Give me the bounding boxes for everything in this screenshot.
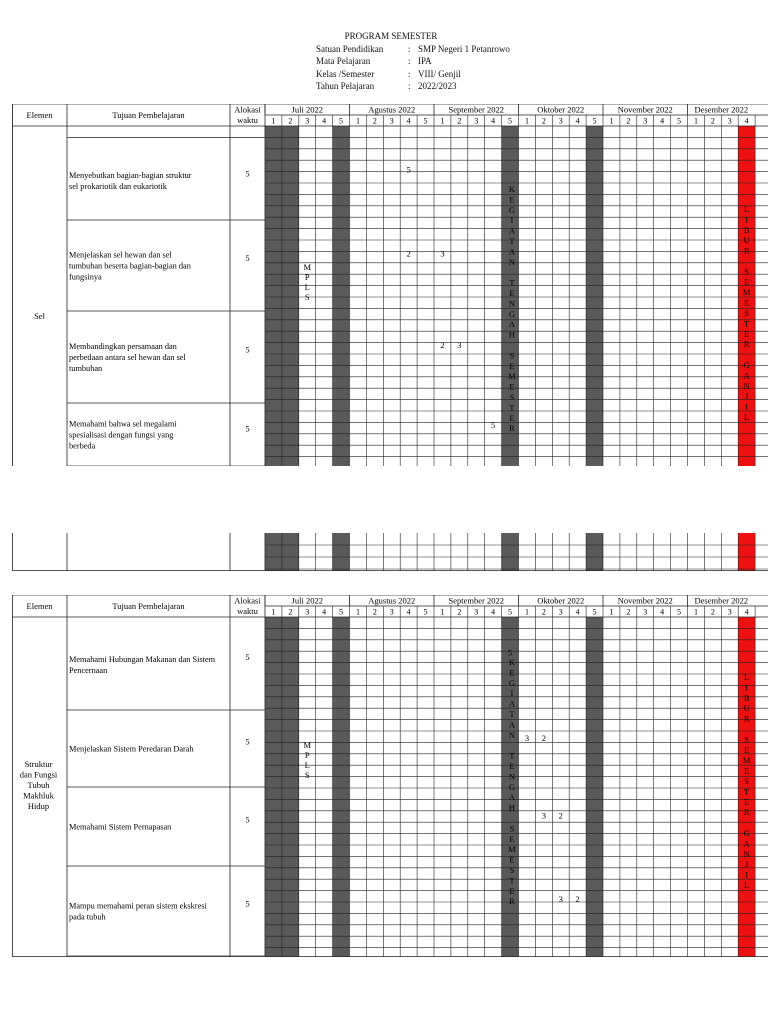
midterm-activity-label-letter: H <box>508 802 516 813</box>
week-allocation-mark: 2 <box>440 339 445 350</box>
holiday-week-column <box>333 617 350 957</box>
week-number: 5 <box>423 607 428 617</box>
mpls-label <box>303 262 311 302</box>
column-header-alokasi: Alokasi <box>234 595 261 606</box>
midterm-activity-label-letter: N <box>508 771 516 782</box>
semester-break-label-letter: G <box>743 828 750 838</box>
week-number: 4 <box>491 607 496 617</box>
objective-text-line: Menjelaskan sel hewan dan sel <box>69 250 172 260</box>
week-number: 3 <box>643 607 648 617</box>
week-allocation-mark: 2 <box>558 810 563 821</box>
semester-break-label-letter: R <box>743 339 750 350</box>
semester-break-label-letter: A <box>743 838 750 849</box>
semester-break-label-letter: U <box>743 235 750 246</box>
week-number: 2 <box>541 607 546 617</box>
semester-break-label-letter: S <box>744 734 750 745</box>
element-name-line: Struktur <box>24 759 53 769</box>
week-allocation-mark: 3 <box>541 810 546 821</box>
holiday-week-column <box>333 126 350 466</box>
week-number: 1 <box>271 116 276 126</box>
week-number: 2 <box>710 607 715 617</box>
week-number: 1 <box>524 116 529 126</box>
objective-text <box>69 171 192 191</box>
semester-break-label-letter: E <box>744 765 750 776</box>
semester-break-label-letter: M <box>742 755 751 766</box>
midterm-activity-label-letter: K <box>508 184 516 194</box>
midterm-activity-label-letter: T <box>509 402 515 413</box>
midterm-activity-label-letter: A <box>508 319 516 330</box>
objective-text-line: Membandingkan persamaan dan <box>69 342 177 351</box>
semester-break-label-letter: E <box>744 276 750 287</box>
semester-break-label-letter: I <box>745 682 749 693</box>
midterm-activity-label-letter: N <box>508 298 516 309</box>
midterm-activity-label-letter: G <box>508 204 516 215</box>
week-number: 4 <box>575 116 580 126</box>
week-number: 1 <box>355 116 360 126</box>
mpls-label-letter: L <box>304 282 310 292</box>
element-name <box>20 759 58 811</box>
midterm-activity-label-letter: A <box>508 225 516 236</box>
month-header: Juli 2022 <box>291 104 323 115</box>
mpls-label-letter: L <box>304 760 310 770</box>
month-header: September 2022 <box>448 104 504 115</box>
midterm-activity-label-letter: T <box>509 750 515 761</box>
midterm-activity-label-letter: S <box>509 350 515 361</box>
month-header: Oktober 2022 <box>537 595 585 606</box>
midterm-activity-label-letter: S <box>509 865 515 875</box>
time-allocation: 5 <box>245 344 250 355</box>
semester-break-label-letter: L <box>744 880 750 890</box>
objective-text-line: Menjelaskan Sistem Peredaran Darah <box>69 744 194 754</box>
mpls-label-letter: S <box>304 292 310 302</box>
semester-break-label-letter: N <box>743 380 750 391</box>
objective-text-line: sel prokariotik dan eukariotik <box>69 182 167 191</box>
midterm-activity-label-letter: S <box>509 823 515 834</box>
midterm-activity-label-letter: E <box>509 854 515 865</box>
week-number: 4 <box>322 116 327 126</box>
semester-break-label-letter: E <box>744 796 750 807</box>
week-number: 1 <box>693 607 698 617</box>
week-number: 4 <box>660 116 665 126</box>
month-header: Oktober 2022 <box>537 104 585 115</box>
semester-break-label-letter: S <box>744 308 750 318</box>
midterm-activity-label-letter: E <box>509 381 515 392</box>
holiday-week-column <box>265 617 282 957</box>
semester-break-label-letter: L <box>744 204 750 214</box>
holiday-week-column <box>586 617 603 957</box>
week-number: 3 <box>474 607 479 617</box>
midterm-activity-label-letter: E <box>509 288 515 298</box>
midterm-activity-label-letter: M <box>508 844 516 855</box>
month-header: Juli 2022 <box>291 595 323 606</box>
week-number: 1 <box>524 607 529 617</box>
week-number: 2 <box>372 607 377 617</box>
element-name: Sel <box>34 311 45 321</box>
objective-text-line: Menyebutkan bagian-bagian struktur <box>69 171 192 180</box>
semester-break-label-letter: J <box>744 391 749 402</box>
week-allocation-mark: 5 <box>507 647 513 658</box>
week-number: 4 <box>575 607 580 617</box>
column-header-elemen: Elemen <box>26 110 53 120</box>
time-allocation: 5 <box>245 423 250 434</box>
week-number: 3 <box>558 607 563 617</box>
objective-text-line: spesialisasi dengan fungsi yang <box>69 430 174 440</box>
holiday-week-column <box>265 533 282 571</box>
week-number: 2 <box>288 116 293 126</box>
week-number: 2 <box>372 116 377 126</box>
semester-break-label-letter: M <box>742 287 751 298</box>
holiday-week-column <box>586 126 603 466</box>
column-header-elemen: Elemen <box>26 601 53 611</box>
week-number: 1 <box>271 607 276 617</box>
schedule-table-struktur-fungsi <box>12 595 768 957</box>
week-number: 2 <box>541 116 546 126</box>
holiday-week-column <box>282 533 299 571</box>
month-header: Agustus 2022 <box>368 595 416 606</box>
week-number: 5 <box>339 607 344 617</box>
week-allocation-mark: 5 <box>406 164 411 175</box>
month-header: November 2022 <box>617 595 673 606</box>
week-number: 5 <box>508 607 513 617</box>
midterm-activity-label-letter: A <box>508 698 516 709</box>
time-allocation: 5 <box>245 898 250 909</box>
week-number: 3 <box>389 116 394 126</box>
week-number: 1 <box>609 607 614 617</box>
week-allocation-mark: 2 <box>541 732 546 743</box>
mpls-label <box>303 740 311 780</box>
semester-break-label-letter: R <box>743 807 750 818</box>
midterm-activity-label-letter: E <box>509 194 515 205</box>
midterm-activity-label-letter: A <box>508 246 516 257</box>
week-number: 3 <box>727 607 732 617</box>
holiday-week-column <box>282 617 299 957</box>
semester-break-column <box>738 533 755 571</box>
midterm-activity-label-letter: E <box>509 885 515 896</box>
mpls-label-letter: P <box>304 750 310 760</box>
semester-break-label-letter: B <box>743 692 750 703</box>
midterm-activity-label-letter: T <box>509 875 515 886</box>
week-number: 5 <box>339 116 344 126</box>
holiday-week-column <box>265 126 282 466</box>
midterm-activity-label-letter: T <box>509 236 515 246</box>
objective-text-line: berbeda <box>69 441 96 451</box>
month-header: November 2022 <box>617 104 673 115</box>
semester-break-label-letter: L <box>744 672 750 682</box>
week-number: 3 <box>305 607 310 617</box>
week-number: 1 <box>440 116 445 126</box>
objective-text-line: Memahami Sistem Pernapasan <box>69 822 172 832</box>
week-number: 4 <box>491 116 496 126</box>
midterm-activity-label-letter: E <box>509 412 515 423</box>
week-number: 5 <box>677 116 682 126</box>
midterm-activity-label-letter: K <box>508 657 516 667</box>
element-name-line: Makhluk <box>23 790 54 801</box>
semester-break-label-letter: S <box>744 266 750 277</box>
objective-text-line: Pencernaan <box>69 666 108 675</box>
week-number: 5 <box>423 116 428 126</box>
week-number: 2 <box>626 607 631 617</box>
midterm-activity-label-letter: R <box>509 423 515 434</box>
week-allocation-mark: 2 <box>575 894 580 904</box>
objective-text-line: tumbuhan <box>69 364 103 373</box>
column-header-waktu: waktu <box>237 606 258 616</box>
element-name-line: Hidup <box>27 801 50 811</box>
element-name-line: dan Fungsi <box>19 769 58 780</box>
time-allocation: 5 <box>245 252 250 263</box>
week-number: 3 <box>389 607 394 617</box>
midterm-activity-label-letter: S <box>509 392 515 402</box>
semester-break-label-letter: L <box>744 412 750 422</box>
week-number: 2 <box>626 116 631 126</box>
week-allocation-mark: 5 <box>491 420 496 431</box>
midterm-activity-label-letter: E <box>509 360 515 371</box>
week-number: 5 <box>592 116 597 126</box>
week-number: 5 <box>508 116 513 126</box>
column-header-tujuan: Tujuan Pembelajaran <box>112 601 185 611</box>
mpls-label-letter: M <box>303 740 312 750</box>
semester-break-label-letter: T <box>744 318 750 329</box>
week-number: 3 <box>305 116 310 126</box>
column-header-tujuan: Tujuan Pembelajaran <box>112 110 185 120</box>
semester-break-label-letter: I <box>745 869 749 880</box>
semester-break-label-letter: A <box>743 370 750 381</box>
week-number: 3 <box>474 116 479 126</box>
mpls-label-letter: P <box>304 272 310 282</box>
objective-text <box>69 902 207 922</box>
objective-text <box>69 823 172 832</box>
midterm-activity-label-letter: M <box>508 371 516 382</box>
week-number: 2 <box>288 607 293 617</box>
midterm-activity-label-letter: N <box>508 256 516 267</box>
semester-break-label-letter: U <box>743 703 750 714</box>
month-header: Desember 2022 <box>694 104 749 115</box>
week-number: 2 <box>457 607 462 617</box>
midterm-activity-label-letter: A <box>508 719 516 730</box>
midterm-activity-label-letter: E <box>509 833 515 844</box>
week-number: 2 <box>457 116 462 126</box>
week-number: 3 <box>643 116 648 126</box>
objective-text <box>69 655 216 675</box>
midterm-activity-label-letter: I <box>510 215 514 226</box>
time-allocation: 5 <box>245 736 250 747</box>
semester-break-label-letter: R <box>743 245 750 256</box>
week-allocation-mark: 3 <box>524 732 530 743</box>
semester-break-label-letter: G <box>743 360 750 370</box>
midterm-activity-label-letter: E <box>509 667 515 678</box>
midterm-activity-label-letter: G <box>508 781 516 792</box>
column-header-alokasi: Alokasi <box>234 104 261 115</box>
midterm-activity-label-letter: I <box>510 688 514 699</box>
element-name-line: Tubuh <box>27 780 50 790</box>
week-number: 1 <box>693 116 698 126</box>
schedule-table-sel <box>12 104 768 466</box>
week-allocation-mark: 2 <box>406 248 411 259</box>
week-number: 3 <box>558 116 563 126</box>
week-number: 4 <box>322 607 327 617</box>
objective-text-line: Memahami Hubungan Makanan dan Sistem <box>69 655 216 664</box>
time-allocation: 5 <box>245 168 250 179</box>
time-allocation: 5 <box>245 814 250 825</box>
semester-break-label-letter: I <box>745 401 749 412</box>
week-number: 1 <box>609 116 614 126</box>
midterm-activity-label-letter: G <box>508 308 516 319</box>
document-title: PROGRAM SEMESTER <box>344 31 438 41</box>
week-allocation-mark: 3 <box>558 894 563 904</box>
week-number: 3 <box>727 116 732 126</box>
holiday-week-column <box>333 533 350 571</box>
objective-text <box>69 420 177 451</box>
semester-break-label-letter: I <box>745 214 749 225</box>
midterm-activity-label-letter: E <box>509 761 515 771</box>
midterm-activity-label-letter: H <box>508 329 516 340</box>
semester-break-label-letter: E <box>744 744 750 755</box>
week-allocation-mark: 3 <box>457 339 462 350</box>
objective-text <box>69 251 192 282</box>
week-number: 1 <box>440 607 445 617</box>
holiday-week-column <box>502 533 519 571</box>
semester-break-label-letter: T <box>744 786 750 797</box>
time-allocation: 5 <box>245 651 250 662</box>
schedule-table-sel-continued <box>12 533 768 571</box>
month-header: Agustus 2022 <box>368 104 416 115</box>
week-number: 4 <box>406 607 411 617</box>
objective-text-line: Memahami bahwa sel megalami <box>69 419 177 429</box>
week-number: 5 <box>677 607 682 617</box>
week-number: 2 <box>710 116 715 126</box>
week-number: 4 <box>744 116 749 126</box>
objective-text-line: tumbuhan beserta bagian-bagian dan <box>69 261 191 271</box>
holiday-week-column <box>282 126 299 466</box>
month-header: Desember 2022 <box>694 595 749 606</box>
mpls-label-letter: M <box>303 262 312 272</box>
objective-text <box>69 342 186 373</box>
midterm-activity-label-letter: T <box>509 277 515 288</box>
midterm-activity-label-letter: A <box>508 792 516 803</box>
semester-break-label-letter: N <box>743 848 750 859</box>
column-header-waktu: waktu <box>237 115 258 125</box>
midterm-activity-label-letter: R <box>509 896 515 907</box>
holiday-week-column <box>586 533 603 571</box>
objective-text-line: pada tubuh <box>69 912 106 922</box>
week-number: 5 <box>592 607 597 617</box>
month-header: September 2022 <box>448 595 504 606</box>
week-number: 1 <box>355 607 360 617</box>
week-number: 4 <box>406 116 411 126</box>
semester-break-label-letter: E <box>744 297 750 308</box>
semester-break-label-letter: B <box>743 224 750 235</box>
objective-text <box>69 745 194 754</box>
week-allocation-mark: 3 <box>440 248 445 259</box>
semester-break-label-letter: R <box>743 713 750 724</box>
semester-break-label-letter: S <box>744 776 750 786</box>
midterm-activity-label-letter: T <box>509 709 515 719</box>
week-number: 4 <box>744 607 749 617</box>
mpls-label-letter: S <box>304 770 310 780</box>
semester-break-label-letter: J <box>744 859 749 870</box>
semester-break-label-letter: E <box>744 328 750 339</box>
objective-text-line: fungsinya <box>69 272 102 282</box>
objective-text-line: perbedaan antara sel hewan dan sel <box>69 353 186 362</box>
midterm-activity-label-letter: G <box>508 677 516 688</box>
week-number: 4 <box>660 607 665 617</box>
objective-text-line: Mampu memahami peran sistem ekskresi <box>69 901 207 911</box>
midterm-activity-label-letter: N <box>508 729 516 740</box>
